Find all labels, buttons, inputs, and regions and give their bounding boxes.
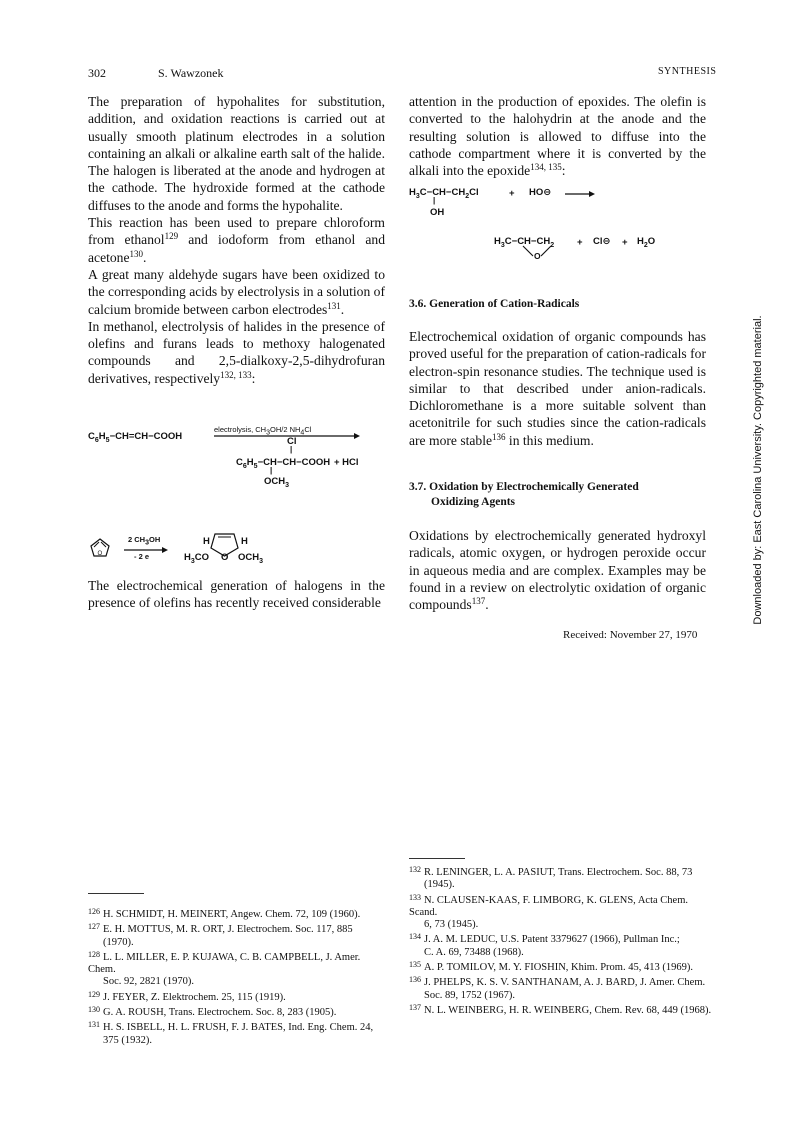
bond-line: | bbox=[433, 196, 436, 205]
epoxide-formula: $H_3C-CH-CH_2$ bbox=[494, 236, 555, 249]
paragraph: A great many aldehyde sugars have been oxidized to the corresponding acids by electrolysis in a solution of calcium bromide between carbon electrodes$^{131}$. bbox=[88, 266, 385, 317]
paragraph: This reaction has been used to prepare chloroform from ethanol$^{129}$ and iodoform from ethanol and acetone$^{130}$. bbox=[88, 215, 385, 265]
paragraph: The electrochemical generation of halogens in the presence of olefins has recently received considerable bbox=[88, 578, 385, 611]
right-column-bottom bbox=[409, 527, 706, 613]
left-column bbox=[88, 93, 385, 387]
citation: 130 bbox=[129, 248, 144, 259]
methanol-reagent: 2 $CH_3OH$ bbox=[128, 535, 161, 547]
chloride-ion: Cl⊖ bbox=[593, 236, 611, 247]
methoxy-right-label: $OCH_3$ bbox=[238, 552, 264, 565]
citation: 134, 135 bbox=[530, 162, 562, 173]
paragraph: Electrochemical oxidation of organic compounds has proved useful for the preparation of cation-radicals for electron-spin resonance studies. The technique used is similar to that described under anion-radicals. Dichloromethane is a more suitable solvent than acetonitrile for such studies since the cation-radicals are more stable$^{136}$ in this medium. bbox=[409, 329, 706, 448]
methoxy-product-formula: $C_6H_5-CH-CH-COOH$ bbox=[236, 457, 331, 470]
right-column-top bbox=[409, 93, 706, 179]
bond-line: | bbox=[290, 445, 293, 454]
citation: 136 bbox=[492, 431, 506, 442]
plus-sign: + bbox=[622, 237, 628, 248]
citation: 132, 133 bbox=[220, 369, 252, 380]
reaction-arrow bbox=[565, 190, 595, 198]
paragraph: In methanol, electrolysis of halides in the presence of olefins and furans leads to methoxy halogenated compounds and 2,5-dialkoxy-2,5-dihydrofuran derivatives, respectively$^{132, 133}$: bbox=[88, 318, 385, 386]
received-date: Received: November 27, 1970 bbox=[563, 629, 698, 641]
ring-oxygen-label: O bbox=[221, 552, 229, 563]
section-heading-3-6: 3.6. Generation of Cation-Radicals bbox=[409, 298, 580, 310]
footnote: 128 L. L. MILLER, E. P. KUJAWA, C. B. CAMPBELL, J. Amer. Chem. bbox=[88, 949, 361, 976]
footnote: 130 G. A. ROUSH, Trans. Electrochem. Soc. 8, 283 (1905). bbox=[88, 1005, 337, 1019]
footnote: 137 N. L. WEINBERG, H. R. WEINBERG, Chem. Rev. 68, 449 (1968). bbox=[409, 1002, 712, 1016]
footnote: 136 J. PHELPS, K. S. V. SANTHANAM, A. J. BARD, J. Amer. Chem. bbox=[409, 975, 706, 989]
journal-name: SYNTHESIS bbox=[658, 66, 717, 77]
left-column-tail bbox=[88, 577, 385, 612]
footnote: 127 E. H. MOTTUS, M. R. ORT, J. Electrochem. Soc. 117, 885 bbox=[88, 922, 353, 936]
plus-sign: + bbox=[509, 188, 515, 199]
chlorohydrin-formula: $H_3C-CH-CH_2Cl$ bbox=[409, 187, 479, 200]
hydroxyl-label: OH bbox=[430, 207, 445, 218]
cinnamic-acid-formula: $C_6H_5-CH=CH-COOH$ bbox=[88, 431, 183, 444]
page-number: 302 bbox=[88, 66, 106, 80]
paragraph: attention in the production of epoxides. The olefin is converted to the halohydrin at the anode and the resulting solution is allowed to diffuse into the cathode compartment where it is converted by the alkali into the epoxide$^{134, 135}$: bbox=[409, 94, 706, 179]
section-heading-3-7: 3.7. Oxidation by Electrochemically Generated bbox=[409, 481, 639, 493]
hydrogen-label: H bbox=[241, 536, 248, 547]
paragraph: The preparation of hypohalites for substitution, addition, and oxidation reactions is carried out at usually smooth platinum electrodes in a solution containing an alkali or alkaline earth salt of the halide. The halogen is liberated at the anode and hydrogen at the cathode. The hydroxide formed at the cathode diffuses to the anode and forms the hypohalite. bbox=[88, 94, 385, 213]
right-column-middle bbox=[409, 328, 706, 449]
running-author: S. Wawzonek bbox=[158, 66, 224, 80]
footnote: 129 J. FEYER, Z. Elektrochem. 25, 115 (1919). bbox=[88, 989, 286, 1003]
section-heading-3-7-cont: Oxidizing Agents bbox=[431, 496, 516, 508]
download-watermark: Downloaded by: East Carolina University. Copyrighted material. bbox=[752, 315, 764, 625]
reaction-conditions: electrolysis, $CH_3OH/2$ $NH_4Cl$ bbox=[214, 425, 312, 437]
water-formula: $H_2O$ bbox=[637, 236, 656, 249]
methoxy-left-label: $H_3CO$ bbox=[184, 552, 210, 565]
hydrogen-label: H bbox=[203, 536, 210, 547]
citation: 129 bbox=[164, 231, 179, 242]
footnote: 126 H. SCHMIDT, H. MEINERT, Angew. Chem. 72, 109 (1960). bbox=[88, 907, 361, 920]
footnote-rule bbox=[88, 893, 144, 894]
footnote: 131 H. S. ISBELL, H. L. FRUSH, F. J. BATES, Ind. Eng. Chem. 24, bbox=[88, 1020, 374, 1034]
epoxide-oxygen: O bbox=[534, 251, 541, 261]
methoxy-label: $OCH_3$ bbox=[264, 476, 290, 489]
footnote-rule bbox=[409, 858, 465, 859]
footnote: 133 N. CLAUSEN-KAAS, F. LIMBORG, K. GLENS, Acta Chem. Scand. bbox=[409, 892, 688, 918]
svg-text:O: O bbox=[97, 551, 103, 557]
citation: 131 bbox=[327, 300, 341, 311]
bond-line: | bbox=[270, 466, 273, 475]
footnote: 134 J. A. M. LEDUC, U.S. Patent 3379627 (1966), Pullman Inc.; bbox=[409, 932, 680, 946]
electron-loss: - 2 e bbox=[134, 552, 150, 561]
furan-structure bbox=[88, 537, 112, 559]
paragraph: Oxidations by electrochemically generated hydroxyl radicals, atomic oxygen, or hydrogen peroxide occur in aqueous media and are complex. Examples may be found in a review on electrolytic oxidation of organic compounds$^{137}$. bbox=[409, 528, 706, 613]
chlorine-label: Cl bbox=[287, 436, 297, 447]
hydroxide-ion: HO⊖ bbox=[529, 187, 552, 198]
plus-sign: + bbox=[577, 237, 583, 248]
footnotes-left: 126 H. SCHMIDT, H. MEINERT, Angew. Chem. 72, 109 (1960). 127 E. H. MOTTUS, M. R. ORT, J. Electrochem. Soc. 117, 885 (1970). 128 L. L. MILLER, E. P. KUJAWA, C. B. CAMPBELL, J. Amer. Chem. Soc. 92, 2821 (1970). 129 J. FEYER, Z. Elektrochem. 25, 115 (1919). 130 G. A. ROUSH, Trans. Electrochem. Soc. 8, 283 (1905). 131 H. S. ISBELL, H. L. FRUSH, F. J. BATES, Ind. Eng. Chem. 24, 375 (1932). bbox=[88, 906, 388, 1047]
citation: 137 bbox=[471, 596, 486, 607]
footnote: 135 A. P. TOMILOV, M. Y. FIOSHIN, Khim. Prom. 45, 413 (1969). bbox=[409, 960, 693, 974]
hcl-byproduct: + HCl bbox=[334, 457, 359, 468]
footnotes-right: 132 R. LENINGER, L. A. PASIUT, Trans. Electrochem. Soc. 88, 73 (1945). 133 N. CLAUSEN-KAAS, F. LIMBORG, K. GLENS, Acta Chem. Scand. 6, 73 (1945). 134 J. A. M. LEDUC, U.S. Patent 3379627 (1966), Pullman Inc.; C. A. 69, 73488 (1968). 135 A. P. TOMILOV, M. Y. FIOSHIN, Khim. Prom. 45, 413 (1969). 136 J. PHELPS, K. S. V. SANTHANAM, A. J. BARD, J. Amer. Chem. Soc. 89, 1752 (1967). 137 N. L. WEINBERG, H. R. WEINBERG, Chem. Rev. 68, 449 (1968). bbox=[409, 864, 714, 1017]
footnote: 132 R. LENINGER, L. A. PASIUT, Trans. Electrochem. Soc. 88, 73 bbox=[409, 865, 693, 878]
